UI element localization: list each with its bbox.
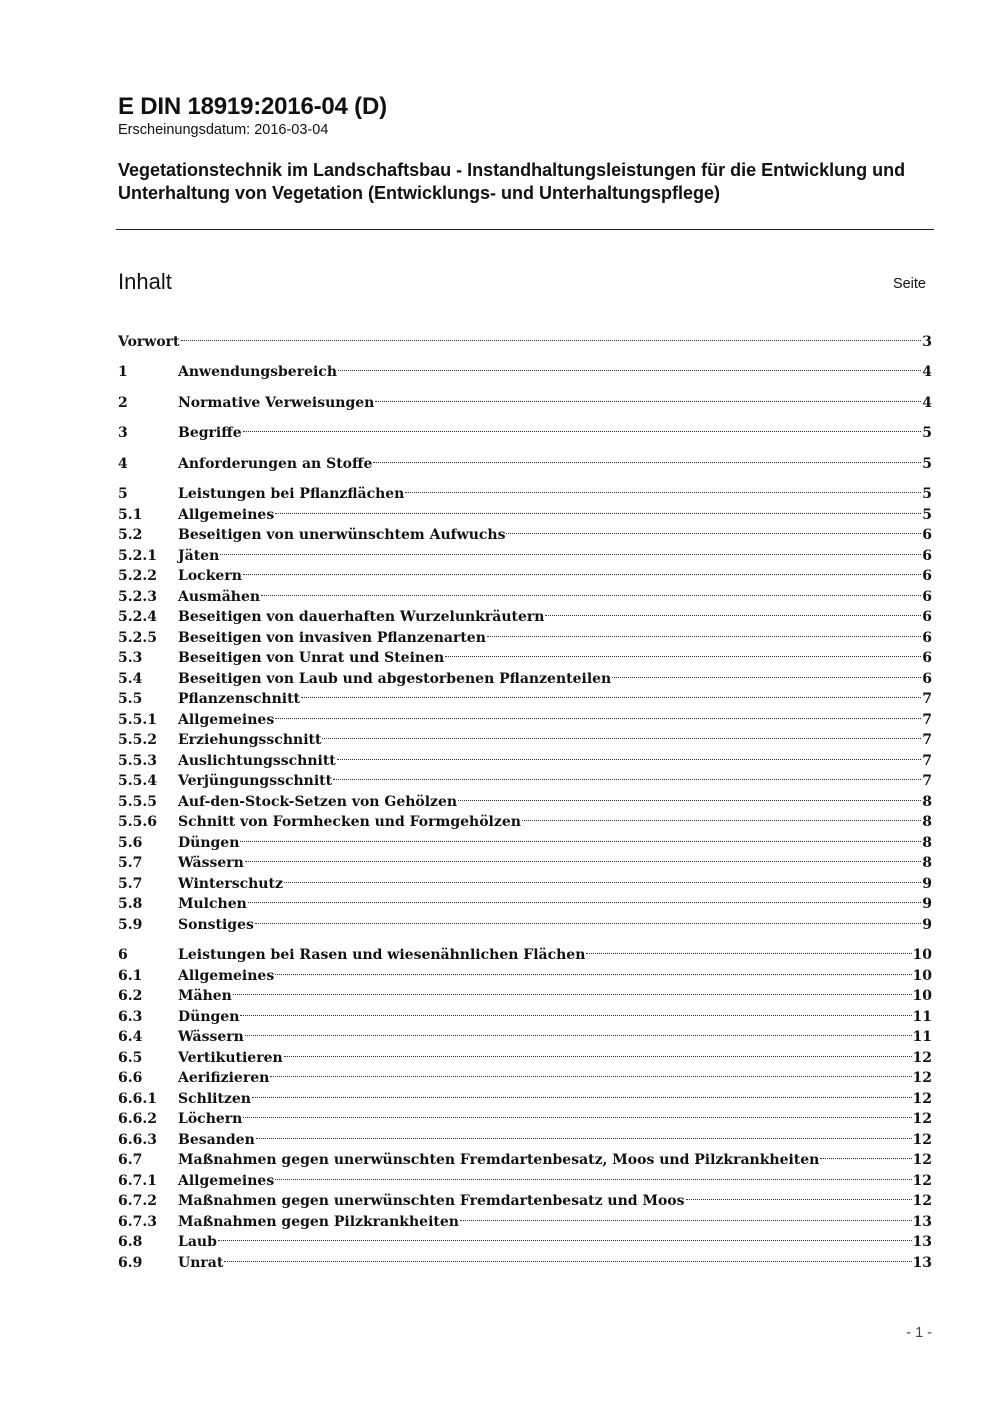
- toc-dot-leader: [270, 1062, 911, 1083]
- toc-entry-title: Allgemeines: [178, 967, 275, 984]
- toc-dot-leader: [375, 386, 921, 407]
- toc-entry-page: 12: [912, 1090, 932, 1107]
- toc-dot-leader: [243, 1103, 911, 1124]
- toc-entry-number: 6.9: [118, 1254, 143, 1271]
- toc-entry[interactable]: [118, 1246, 932, 1271]
- toc-entry-page: 11: [912, 1029, 932, 1045]
- toc-entry-title: Ausmähen: [178, 588, 261, 605]
- toc-entry-page: 9: [922, 916, 932, 933]
- toc-entry-title: Lockern: [178, 568, 242, 584]
- toc-entry[interactable]: [118, 1021, 932, 1045]
- toc-entry-title: Beseitigen von invasiven Pflanzenarten: [178, 629, 486, 646]
- toc-entry-number: 5.2: [118, 527, 143, 543]
- toc-entry-number: 5.5.5: [118, 793, 157, 810]
- toc-entry[interactable]: [118, 447, 932, 472]
- toc-entry-page: 12: [912, 1131, 932, 1148]
- toc-entry-page: 6: [922, 650, 932, 666]
- toc-dot-leader: [545, 601, 921, 622]
- toc-entry-page: 13: [912, 1234, 932, 1250]
- toc-dot-leader: [686, 1185, 912, 1206]
- toc-dot-leader: [181, 325, 922, 346]
- toc-entry-page: 10: [912, 967, 932, 984]
- toc-entry-title: Beseitigen von Laub und abgestorbenen Pflanzenteilen: [178, 670, 612, 687]
- toc-entry-title: Vorwort: [118, 333, 180, 350]
- toc-entry[interactable]: [118, 356, 932, 380]
- toc-entry-title: Pflanzenschnitt: [178, 691, 301, 707]
- toc-entry-page: 7: [922, 773, 932, 789]
- toc-entry-number: 5.5.6: [118, 814, 157, 830]
- toc-entry-page: 6: [922, 547, 932, 564]
- toc-entry-title: Düngen: [178, 1008, 240, 1025]
- table-of-contents: [118, 325, 932, 1271]
- toc-entry[interactable]: [118, 325, 932, 350]
- toc-entry-page: 6: [922, 609, 932, 625]
- toc-dot-leader: [275, 959, 911, 980]
- toc-entry[interactable]: [118, 939, 932, 963]
- toc-dot-leader: [220, 539, 921, 560]
- toc-dot-leader: [252, 1082, 912, 1103]
- toc-dot-leader: [373, 447, 921, 468]
- toc-entry-title: Auf-den-Stock-Setzen von Gehölzen: [178, 793, 458, 810]
- toc-dot-leader: [275, 498, 921, 519]
- toc-entry-title: Düngen: [178, 834, 240, 851]
- title-divider: [116, 229, 934, 230]
- toc-entry-title: Schnitt von Formhecken und Formgehölzen: [178, 814, 521, 830]
- toc-entry-title: Beseitigen von Unrat und Steinen: [178, 650, 445, 666]
- toc-entry-title: Maßnahmen gegen unerwünschten Fremdartenbesatz, Moos und Pilzkrankheiten: [178, 1152, 820, 1168]
- toc-dot-leader: [487, 621, 921, 642]
- toc-dot-leader: [333, 765, 921, 786]
- toc-entry-page: 10: [912, 988, 932, 1004]
- toc-dot-leader: [612, 662, 921, 683]
- toc-entry-title: Beseitigen von unerwünschtem Aufwuchs: [178, 527, 506, 543]
- toc-entry-page: 6: [922, 629, 932, 646]
- toc-entry-page: 4: [922, 364, 932, 380]
- toc-entry[interactable]: [118, 1000, 932, 1025]
- toc-entry-number: 6.7.1: [118, 1172, 157, 1189]
- toc-entry[interactable]: [118, 539, 932, 564]
- toc-entry-number: 3: [118, 425, 128, 441]
- toc-entry-title: Schlitzen: [178, 1090, 251, 1107]
- toc-entry-number: 6.7.2: [118, 1193, 157, 1209]
- toc-entry[interactable]: [118, 847, 932, 871]
- document-id: E DIN 18919:2016-04 (D): [118, 93, 387, 120]
- toc-entry-number: 2: [118, 394, 128, 411]
- toc-dot-leader: [337, 744, 921, 765]
- toc-entry-title: Leistungen bei Rasen und wiesenähnlichen Flächen: [178, 947, 586, 963]
- toc-entry-page: 10: [912, 947, 932, 963]
- toc-dot-leader: [301, 683, 921, 704]
- toc-entry-number: 5.3: [118, 650, 143, 666]
- toc-entry-number: 5.5.1: [118, 711, 157, 728]
- toc-entry-page: 7: [922, 711, 932, 728]
- toc-entry-title: Beseitigen von dauerhaften Wurzelunkräutern: [178, 609, 545, 625]
- toc-dot-leader: [322, 724, 921, 745]
- toc-dot-leader: [522, 806, 921, 827]
- toc-entry-page: 6: [922, 568, 932, 584]
- toc-dot-leader: [284, 1041, 912, 1062]
- toc-dot-leader: [460, 1205, 912, 1226]
- toc-entry-number: 5.2.3: [118, 588, 157, 605]
- toc-entry-title: Begriffe: [178, 425, 242, 441]
- toc-dot-leader: [405, 478, 921, 499]
- toc-entry-title: Aerifizieren: [178, 1070, 270, 1086]
- toc-entry-page: 12: [912, 1172, 932, 1189]
- toc-entry-title: Normative Verweisungen: [178, 394, 375, 411]
- toc-entry-title: Laub: [178, 1234, 217, 1250]
- document-title: Vegetationstechnik im Landschaftsbau - Instandhaltungsleistungen für die Entwicklung und Unterhaltung von Vegetation (Entwicklungs- und Unterhaltungspflege): [118, 160, 906, 203]
- toc-entry-number: 5.7: [118, 875, 143, 892]
- toc-entry-page: 7: [922, 732, 932, 748]
- toc-dot-leader: [338, 356, 921, 377]
- toc-dot-leader: [506, 519, 921, 540]
- toc-entry-number: 5: [118, 486, 128, 502]
- toc-entry-page: 3: [922, 333, 932, 350]
- toc-dot-leader: [240, 1000, 911, 1021]
- toc-dot-leader: [248, 888, 921, 909]
- toc-entry-page: 8: [922, 855, 932, 871]
- toc-dot-leader: [218, 1226, 912, 1247]
- toc-entry-number: 6: [118, 947, 128, 963]
- toc-entry-number: 5.5.2: [118, 732, 157, 748]
- toc-entry-number: 6.8: [118, 1234, 143, 1250]
- toc-page-column-label: Seite: [892, 276, 926, 292]
- toc-entry-number: 4: [118, 455, 128, 472]
- toc-entry[interactable]: [118, 1226, 932, 1250]
- toc-entry-title: Anforderungen an Stoffe: [178, 455, 373, 472]
- toc-entry-title: Unrat: [178, 1254, 224, 1271]
- toc-entry-title: Verjüngungsschnitt: [178, 773, 333, 789]
- toc-dot-leader: [586, 939, 911, 960]
- toc-entry-number: 5.5: [118, 691, 143, 707]
- toc-entry-page: 5: [922, 425, 932, 441]
- toc-entry-page: 8: [922, 793, 932, 810]
- toc-dot-leader: [243, 417, 922, 438]
- toc-entry-number: 6.3: [118, 1008, 143, 1025]
- toc-entry-title: Löchern: [178, 1111, 243, 1127]
- toc-entry-page: 12: [912, 1049, 932, 1066]
- toc-entry-page: 9: [922, 875, 932, 892]
- toc-entry-page: 8: [922, 834, 932, 851]
- toc-entry-page: 7: [922, 691, 932, 707]
- toc-entry-page: 7: [922, 752, 932, 769]
- toc-entry-number: 5.6: [118, 834, 143, 851]
- toc-entry-number: 5.2.5: [118, 629, 157, 646]
- toc-entry-title: Mulchen: [178, 896, 247, 912]
- toc-entry-number: 5.5.3: [118, 752, 157, 769]
- toc-entry-title: Wässern: [178, 855, 244, 871]
- toc-entry[interactable]: [118, 980, 932, 1004]
- toc-entry-title: Winterschutz: [178, 875, 283, 892]
- toc-entry-number: 5.2.4: [118, 609, 157, 625]
- toc-entry-page: 4: [922, 394, 932, 411]
- toc-entry-page: 12: [912, 1111, 932, 1127]
- toc-entry[interactable]: [118, 417, 932, 441]
- toc-entry-page: 6: [922, 670, 932, 687]
- toc-entry-page: 12: [912, 1193, 932, 1209]
- toc-entry-title: Allgemeines: [178, 1172, 275, 1189]
- toc-entry-page: 5: [922, 486, 932, 502]
- toc-dot-leader: [256, 1123, 912, 1144]
- publication-date: Erscheinungsdatum: 2016-03-04: [118, 122, 329, 138]
- toc-entry-page: 13: [912, 1213, 932, 1230]
- toc-dot-leader: [275, 1164, 911, 1185]
- toc-entry-page: 13: [912, 1254, 932, 1271]
- toc-dot-leader: [445, 642, 921, 663]
- toc-entry-number: 6.6: [118, 1070, 143, 1086]
- toc-entry-number: 5.5.4: [118, 773, 157, 789]
- toc-entry-number: 6.6.2: [118, 1111, 157, 1127]
- toc-dot-leader: [245, 847, 921, 868]
- toc-dot-leader: [820, 1144, 911, 1165]
- toc-entry[interactable]: [118, 560, 932, 584]
- toc-entry-page: 5: [922, 506, 932, 523]
- toc-dot-leader: [261, 580, 921, 601]
- toc-entry-number: 5.8: [118, 896, 143, 912]
- toc-entry-number: 5.2.2: [118, 568, 157, 584]
- toc-entry-number: 5.2.1: [118, 547, 157, 564]
- toc-entry-number: 6.7: [118, 1152, 143, 1168]
- toc-entry-page: 5: [922, 455, 932, 472]
- toc-entry-number: 6.4: [118, 1029, 143, 1045]
- toc-entry-number: 6.7.3: [118, 1213, 157, 1230]
- toc-entry-title: Sonstiges: [178, 916, 254, 933]
- toc-entry[interactable]: [118, 386, 932, 411]
- toc-heading: Inhalt: [118, 269, 172, 294]
- toc-entry-number: 6.1: [118, 967, 143, 984]
- toc-entry-title: Maßnahmen gegen Pilzkrankheiten: [178, 1213, 459, 1230]
- toc-entry-title: Mähen: [178, 988, 232, 1004]
- toc-entry-title: Maßnahmen gegen unerwünschten Fremdartenbesatz und Moos: [178, 1193, 685, 1209]
- toc-dot-leader: [233, 980, 912, 1001]
- toc-entry-page: 12: [912, 1152, 932, 1168]
- toc-entry-number: 6.2: [118, 988, 143, 1004]
- toc-dot-leader: [458, 785, 921, 806]
- toc-entry-page: 6: [922, 527, 932, 543]
- toc-entry-number: 6.6.3: [118, 1131, 157, 1148]
- toc-dot-leader: [240, 826, 921, 847]
- toc-entry-number: 5.9: [118, 916, 143, 933]
- toc-dot-leader: [275, 703, 921, 724]
- toc-entry-number: 5.1: [118, 506, 143, 523]
- toc-entry[interactable]: [118, 478, 932, 502]
- toc-entry-title: Jäten: [178, 547, 220, 564]
- toc-entry-title: Erziehungsschnitt: [178, 732, 322, 748]
- toc-entry-title: Leistungen bei Pflanzflächen: [178, 486, 405, 502]
- toc-entry-page: 9: [922, 896, 932, 912]
- toc-entry-number: 6.6.1: [118, 1090, 157, 1107]
- toc-entry-title: Auslichtungsschnitt: [178, 752, 336, 769]
- toc-dot-leader: [284, 867, 921, 888]
- toc-entry-title: Anwendungsbereich: [178, 364, 337, 380]
- toc-entry-title: Allgemeines: [178, 711, 275, 728]
- toc-entry-title: Vertikutieren: [178, 1049, 283, 1066]
- toc-entry-number: 5.4: [118, 670, 143, 687]
- toc-dot-leader: [243, 560, 921, 581]
- toc-entry-title: Wässern: [178, 1029, 244, 1045]
- toc-dot-leader: [255, 908, 921, 929]
- toc-entry[interactable]: [118, 826, 932, 851]
- toc-entry-title: Allgemeines: [178, 506, 275, 523]
- toc-entry-page: 8: [922, 814, 932, 830]
- page-number: - 1 -: [906, 1325, 932, 1341]
- toc-entry-page: 12: [912, 1070, 932, 1086]
- toc-dot-leader: [224, 1246, 911, 1267]
- toc-entry-title: Besanden: [178, 1131, 255, 1148]
- toc-entry-number: 5.7: [118, 855, 143, 871]
- toc-entry-number: 6.5: [118, 1049, 143, 1066]
- toc-entry-page: 6: [922, 588, 932, 605]
- toc-dot-leader: [245, 1021, 912, 1042]
- toc-entry-page: 11: [912, 1008, 932, 1025]
- toc-entry-number: 1: [118, 364, 128, 380]
